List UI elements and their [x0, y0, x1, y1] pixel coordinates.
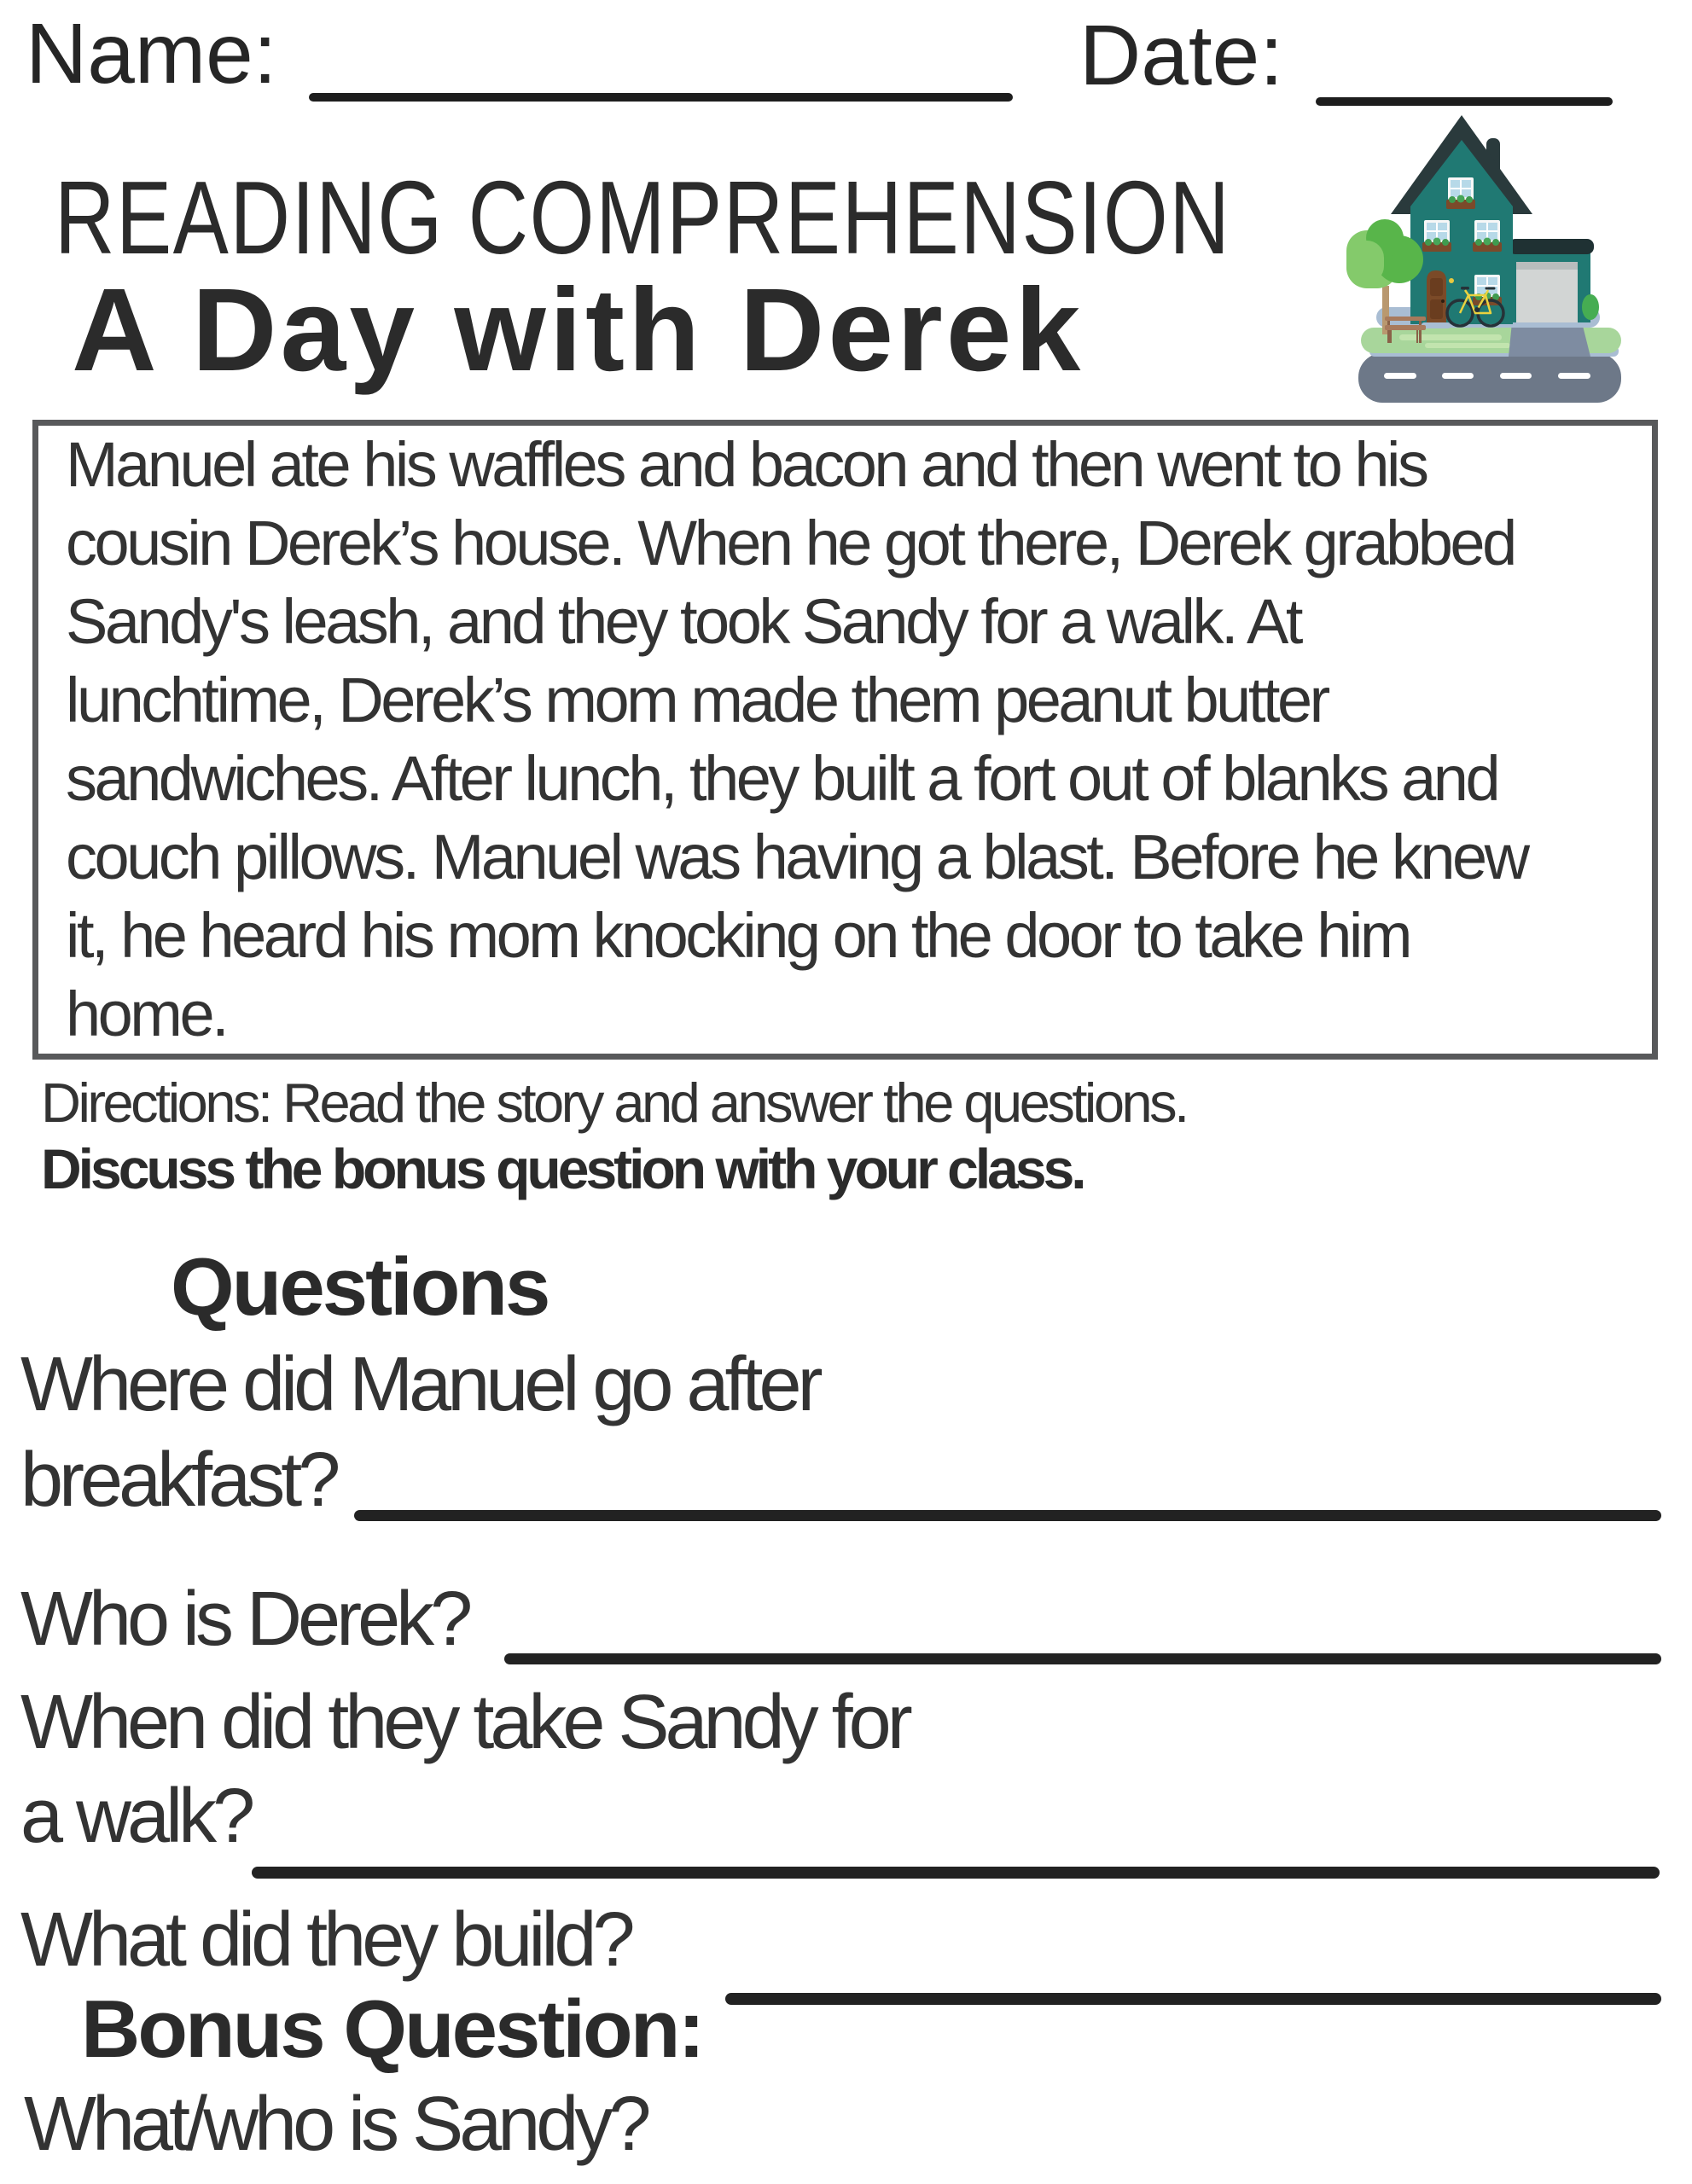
questions-heading: Questions: [171, 1241, 549, 1333]
question-3-line-1: When did they take Sandy for: [20, 1680, 909, 1765]
window: [1422, 220, 1451, 252]
date-blank-line[interactable]: [1316, 97, 1613, 106]
doorbell: [1449, 278, 1454, 283]
name-blank-line[interactable]: [309, 93, 1013, 102]
story-line: Sandy's leash, and they took Sandy for a walk. At: [66, 586, 1300, 657]
question-4: What did they build?: [20, 1897, 631, 1983]
grass-highlight: [1399, 334, 1502, 340]
question-3-line-2: a walk?: [20, 1774, 252, 1859]
bonus-question-heading: Bonus Question:: [81, 1984, 703, 2075]
window: [1446, 177, 1475, 209]
story-line: couch pillows. Manuel was having a blast. Before he knew: [66, 822, 1527, 892]
date-label: Date:: [1079, 8, 1284, 103]
question-1-line-1: Where did Manuel go after: [20, 1342, 819, 1427]
garage: [1509, 239, 1594, 322]
grass-highlight: [1425, 343, 1510, 348]
story-line: Manuel ate his waffles and bacon and then went to his: [66, 429, 1427, 500]
answer-blank-line-1[interactable]: [354, 1510, 1661, 1521]
story-line: sandwiches. After lunch, they built a fort out of blanks and: [66, 743, 1498, 814]
house-icon: [1297, 111, 1689, 418]
story-line: cousin Derek’s house. When he got there, Derek grabbed: [66, 508, 1515, 578]
story-line: lunchtime, Derek’s mom made them peanut butter: [66, 665, 1328, 735]
page-title: A Day with Derek: [72, 264, 1084, 396]
directions-bonus-note: Discuss the bonus question with your class.: [41, 1137, 1084, 1200]
bonus-question-text: What/who is Sandy?: [24, 2082, 648, 2167]
bush: [1582, 294, 1599, 320]
question-1-line-2: breakfast?: [20, 1438, 337, 1523]
worksheet-kicker: READING COMPREHENSION: [55, 160, 1231, 276]
window: [1473, 220, 1502, 252]
answer-blank-line-4[interactable]: [725, 1993, 1661, 2005]
answer-blank-line-2[interactable]: [504, 1653, 1661, 1664]
question-2: Who is Derek?: [20, 1577, 469, 1662]
house-illustration: [1297, 111, 1689, 418]
answer-blank-line-3[interactable]: [252, 1867, 1660, 1879]
main-house: [1391, 115, 1532, 328]
name-label: Name:: [26, 6, 277, 102]
story-line: it, he heard his mom knocking on the door to take him: [66, 900, 1410, 971]
directions-text: Directions: Read the story and answer the questions.: [41, 1072, 1187, 1134]
story-box: [32, 420, 1658, 1060]
story-line: home.: [66, 979, 227, 1049]
story-text: [66, 426, 1645, 1054]
